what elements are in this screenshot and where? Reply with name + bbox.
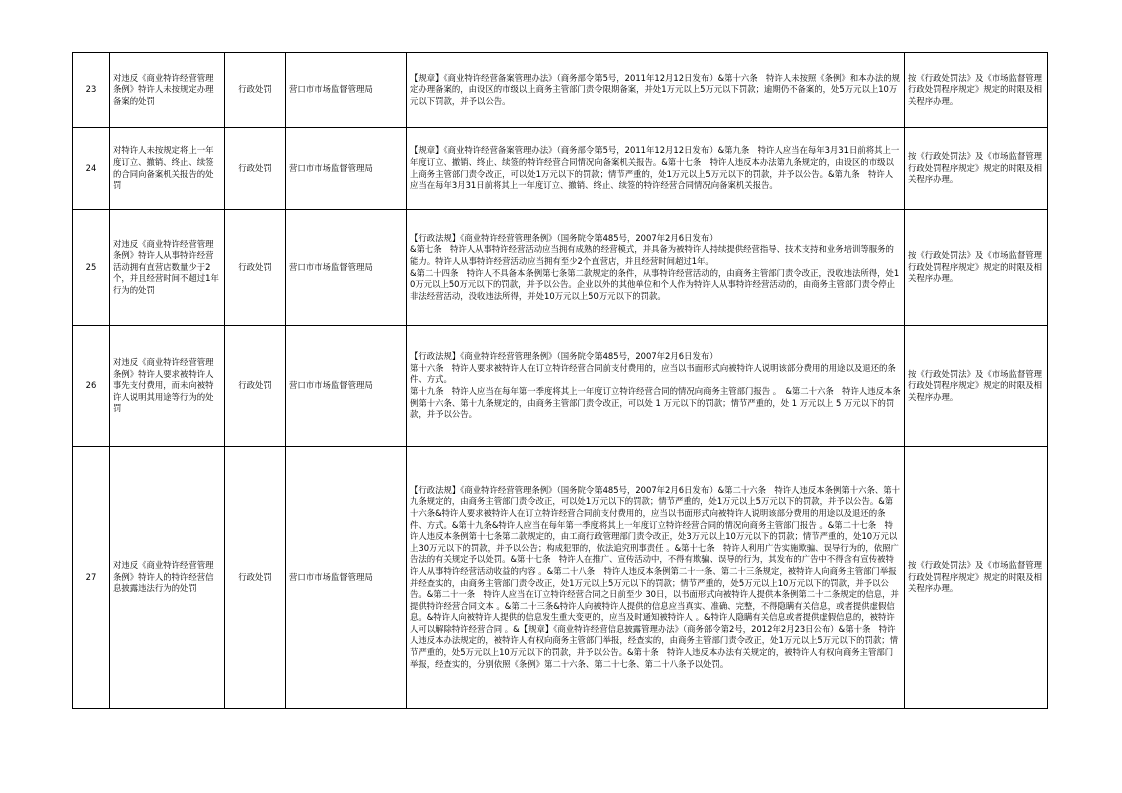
legal-basis: 【行政法规】《商业特许经营管理条例》（国务院令第485号，2007年2月6日发布） &第七条 特许人从事特许经营活动应当拥有成熟的经营模式，并具备为被特许人持续提供经营指导、技术支持和业务培训等服务的能力。特许人从事特许经营活动应当拥有至少2个直营店，并且经营时间超过1年。 &第二十四条 特许人不具备本条例第七条第二款规定的条件，从事特许经营活动的，由商务主管部门责令改正，没收违法所得，处10万元以上50万元以下的罚款，并予以公告。企业以外的其他单位和个人作为特许人从事特许经营活动的，由商务主管部门责令停止非法经营活动，没收违法所得，并处10万元以上50万元以下的罚款。 bbox=[407, 210, 905, 326]
legal-basis: 【行政法规】《商业特许经营管理条例》（国务院令第485号，2007年2月6日发布）&第二十六条 特许人违反本条例第十六条、第十九条规定的，由商务主管部门责令改正，可以处1万元以下的罚款；情节严重的，处1万元以上5万元以下的罚款，并予以公告。&第十六条&特许人要求被特许人在订立特许经营合同前支付费用的，应当以书面形式向被特许人说明该部分费用的用途以及退还的条件、方式。&第十九条&特许人应当在每年第一季度将其上一年度订立特许经营合同的情况向商务主管部门报告 。&第二十七条 特许人违反本条例第十七条第二款规定的，由工商行政管理部门责令改正，处3万元以上10万元以下的罚款；情节严重的，处10万元以上30万元以下的罚款，并予以公告；构成犯罪的，依法追究刑事责任 。&第十七条 特许人利用广告实施欺骗、误导行为的，依照广告法的有关规定予以处罚。&第十七条 特许人在推广、宣传活动中，不得有欺骗、误导的行为，其发布的广告中不得含有宣传被特许人从事特许经营活动收益的内容 。&第二十八条 特许人违反本条例第二十一条、第二十三条规定，被特许人向商务主管部门举报并经查实的，由商务主管部门责令改正，处1万元以上5万元以下的罚款；情节严重的，处5万元以上10万元以下的罚款，并予以公告。&第二十一条 特许人应当在订立特许经营合同之日前至少 30日，以书面形式向被特许人提供本条例第二十二条规定的信息，并提供特许经营合同文本 。&第二十三条&特许人向被特许人提供的信息应当真实、准确、完整，不得隐瞒有关信息，或者提供虚假信息。&特许人向被特许人提供的信息发生重大变更的，应当及时通知被特许人 。&特许人隐瞒有关信息或者提供虚假信息的，被特许人可以解除特许经营合同 。&【规章】《商业特许经营信息披露管理办法》（商务部令第2号，2012年2月23日公布）&第十条 特许人违反本办法规定的，被特许人有权向商务主管部门举报，经查实的，由商务主管部门责令改正，处1万元以上5万元以下的罚款；情节严重的，处5万元以上10万元以下的罚款，并予以公告。&第十条 特许人违反本办法有关规定的，被特许人有权向商务主管部门举报，经查实的，分别依照《条例》第二十六条、第二十七条、第二十八条予以处罚。 bbox=[407, 447, 905, 709]
table-row bbox=[73, 53, 1048, 128]
item-name: 对违反《商业特许经营管理条例》特许人要求被特许人事先支付费用，而未向被特许人说明其用途等行为的处罚 bbox=[110, 326, 225, 447]
item-name: 对违反《商业特许经营管理条例》特许人未按规定办理备案的处罚 bbox=[110, 53, 225, 128]
department: 营口市市场监督管理局 bbox=[286, 128, 407, 210]
legal-basis: 【行政法规】《商业特许经营管理条例》（国务院令第485号，2007年2月6日发布） 第十六条 特许人要求被特许人在订立特许经营合同前支付费用的，应当以书面形式向被特许人说明该部分费用的用途以及退还的条件、方式。 第十九条 特许人应当在每年第一季度将其上一年度订立特许经营合同的情况向商务主管部门报告 。 &第二十六条 特许人违反本条例第十六条、第十九条规定的，由商务主管部门责令改正，可以处 1 万元以下的罚款；情节严重的，处 1 万元以上 5 万元以下的罚款，并予以公告。 bbox=[407, 326, 905, 447]
procedure: 按《行政处罚法》及《市场监督管理行政处罚程序规定》规定的时限及相关程序办理。 bbox=[905, 447, 1048, 709]
legal-basis: 【规章】《商业特许经营备案管理办法》（商务部令第5号，2011年12月12日发布）&第九条 特许人应当在每年3月31日前将其上一年度订立、撤销、终止、续签的特许经营合同情况向备案机关报告。&第十七条 特许人违反本办法第九条规定的，由设区的市级以上商务主管部门责令改正，可以处1万元以下的罚款；情节严重的，处1万元以上5万元以下的罚款，并予以公告。&第九条 特许人应当在每年3月31日前将其上一年度订立、撤销、终止、续签的特许经营合同情况向备案机关报告。 bbox=[407, 128, 905, 210]
department: 营口市市场监督管理局 bbox=[286, 53, 407, 128]
table-row bbox=[73, 128, 1048, 210]
row-number: 23 bbox=[73, 53, 110, 128]
item-type: 行政处罚 bbox=[225, 53, 286, 128]
item-name: 对违反《商业特许经营管理条例》特许人从事特许经营活动拥有直营店数量少于2个，并且经营时间不超过1年行为的处罚 bbox=[110, 210, 225, 326]
procedure: 按《行政处罚法》及《市场监督管理行政处罚程序规定》规定的时限及相关程序办理。 bbox=[905, 53, 1048, 128]
table-row bbox=[73, 447, 1048, 709]
legal-basis: 【规章】《商业特许经营备案管理办法》（商务部令第5号，2011年12月12日发布）&第十六条 特许人未按照《条例》和本办法的规定办理备案的，由设区的市级以上商务主管部门责令限期备案，并处1万元以上5万元以下罚款；逾期仍不备案的，处5万元以上10万元以下罚款，并予以公告。 bbox=[407, 53, 905, 128]
table-row bbox=[73, 326, 1048, 447]
item-type: 行政处罚 bbox=[225, 210, 286, 326]
procedure: 按《行政处罚法》及《市场监督管理行政处罚程序规定》规定的时限及相关程序办理。 bbox=[905, 326, 1048, 447]
row-number: 26 bbox=[73, 326, 110, 447]
row-number: 25 bbox=[73, 210, 110, 326]
department: 营口市市场监督管理局 bbox=[286, 210, 407, 326]
table-row bbox=[73, 210, 1048, 326]
row-number: 27 bbox=[73, 447, 110, 709]
item-type: 行政处罚 bbox=[225, 128, 286, 210]
penalty-table bbox=[72, 52, 1048, 709]
item-name: 对特许人未按规定将上一年度订立、撤销、终止、续签的合同向备案机关报告的处罚 bbox=[110, 128, 225, 210]
item-name: 对违反《商业特许经营管理条例》特许人的特许经营信息披露违法行为的处罚 bbox=[110, 447, 225, 709]
item-type: 行政处罚 bbox=[225, 447, 286, 709]
row-number: 24 bbox=[73, 128, 110, 210]
procedure: 按《行政处罚法》及《市场监督管理行政处罚程序规定》规定的时限及相关程序办理。 bbox=[905, 128, 1048, 210]
sheet bbox=[72, 52, 1048, 709]
department: 营口市市场监督管理局 bbox=[286, 326, 407, 447]
item-type: 行政处罚 bbox=[225, 326, 286, 447]
department: 营口市市场监督管理局 bbox=[286, 447, 407, 709]
procedure: 按《行政处罚法》及《市场监督管理行政处罚程序规定》规定的时限及相关程序办理。 bbox=[905, 210, 1048, 326]
